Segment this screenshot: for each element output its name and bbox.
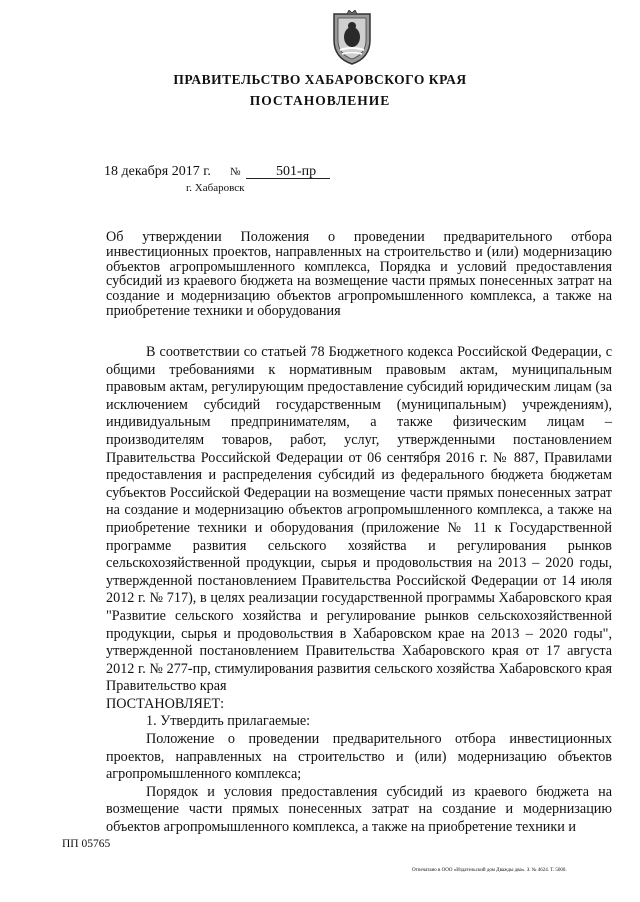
decree-subject: Об утверждении Положения о проведении предварительного отбора инвестиционных проектов, направленных на строительство и (или) модернизацию объектов агропромышленного комплекса, Порядка и условий предоставления субсидий из краевого бюджета на возмещение части прямых понесенных затрат на создание и модернизацию объектов агропромышленного комплекса, а также на приобретение техники и оборудования: [106, 229, 612, 319]
coat-of-arms-icon: [330, 10, 374, 66]
government-title: ПРАВИТЕЛЬСТВО ХАБАРОВСКОГО КРАЯ: [173, 72, 467, 87]
decree-date: 18 декабря 2017 г.: [104, 164, 211, 179]
item-1-regulation: Положение о проведении предварительного отбора инвестиционных проектов, направленных на строительство и (или) модернизацию объектов агропромышленного комплекса;: [106, 731, 612, 783]
item-1: 1. Утвердить прилагаемые:: [146, 713, 311, 730]
document-type-title: ПОСТАНОВЛЕНИЕ: [249, 93, 391, 108]
document-code: ПП 05765: [62, 838, 111, 850]
resolves-heading: ПОСТАНОВЛЯЕТ:: [106, 695, 225, 712]
city-label: г. Хабаровск: [186, 182, 245, 194]
decree-body: [106, 344, 612, 837]
item-1-procedure: Порядок и условия предоставления субсидий из краевого бюджета на возмещение части прямых понесенных затрат на создание и модернизацию объектов агропромышленного комплекса, а также на приобретение техники и: [106, 783, 612, 836]
decree-number: 501-пр: [276, 164, 317, 179]
print-note: Отпечатано в ООО «Издательский дом Дважды два». З. № 4624. Т. 5000.: [412, 868, 567, 873]
preamble-paragraph: В соответствии со статьей 78 Бюджетного кодекса Российской Федерации, с общими требованиями к нормативным правовым актам, муниципальным правовым актам, регулирующим предоставление субсидий юридическим лицам (за исключением субсидий государственным (муниципальным) учреждениям), индивидуальным предпринимателям, а также физическим лицам – производителям товаров, работ, услуг, утвержденными постановлением Правительства Российской Федерации от 06 сентября 2016 г. № 887, Правилами предоставления и распределения субсидий из федерального бюджета бюджетам субъектов Российской Федерации на возмещение части прямых понесенных затрат на создание и модернизацию объектов агропромышленного комплекса, а также на приобретение техники и оборудования (приложение № 11 к Государственной программе развития сельского хозяйства и регулирования рынков сельскохозяйственной продукции, сырья и продовольствия на 2013 – 2020 годы, утвержденной постановлением Правительства Российской Федерации от 14 июля 2012 г. № 717), в целях реализации государственной программы Хабаровского края "Развитие сельского хозяйства и регулирование рынков сельскохозяйственной продукции, сырья и продовольствия в Хабаровском крае на 2013 – 2020 годы", утвержденной постановлением Правительства Хабаровского края от 17 августа 2012 г. № 277-пр, стимулирования развития сельского хозяйства Хабаровского края Правительство края: [106, 344, 612, 695]
number-sign: №: [230, 166, 241, 178]
